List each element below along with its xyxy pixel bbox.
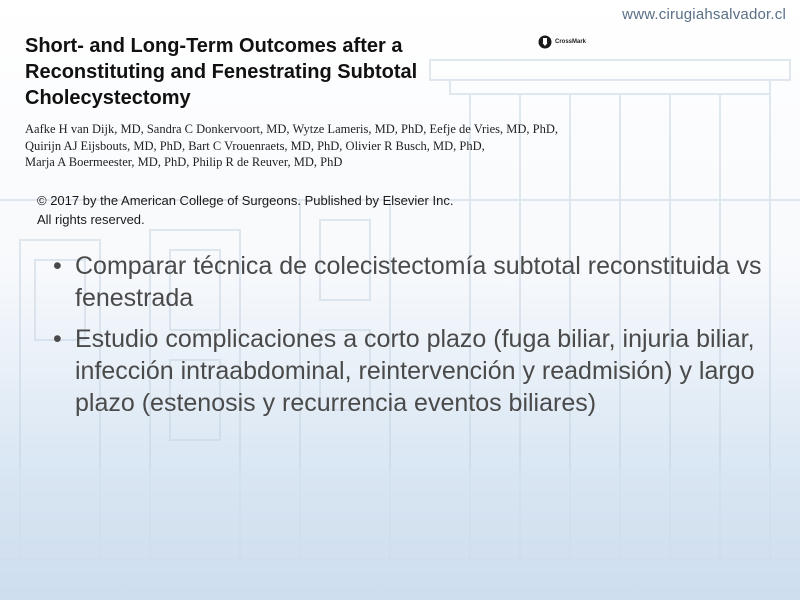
copyright-notice: [37, 191, 557, 229]
bullet-item: [50, 323, 765, 419]
paper-title-line: Cholecystectomy: [25, 87, 191, 109]
crossmark-icon: [538, 35, 552, 49]
copyright-line: All rights reserved.: [37, 212, 145, 227]
bullet-list: [50, 250, 765, 428]
paper-title-line: Short- and Long-Term Outcomes after a: [25, 35, 403, 57]
crossmark-label: CrossMark: [555, 39, 587, 45]
author-list: [25, 121, 625, 171]
bullet-text: Comparar técnica de colecistectomía subtotal reconstituida vs fenestrada: [75, 252, 762, 312]
author-line: Quirijn AJ Eijsbouts, MD, PhD, Bart C Vrouenraets, MD, PhD, Olivier R Busch, MD, PhD,: [25, 138, 485, 153]
paper-title-line: Reconstituting and Fenestrating Subtotal: [25, 61, 418, 83]
author-line: Marja A Boermeester, MD, PhD, Philip R de Reuver, MD, PhD: [25, 155, 343, 169]
bullet-text: Estudio complicaciones a corto plazo (fuga biliar, injuria biliar, infección intraabdominal, reintervención y readmisión) y largo plazo (estenosis y recurrencia eventos biliares): [75, 325, 755, 417]
site-url: www.cirugiahsalvador.cl: [622, 6, 786, 23]
bullet-marker: •: [53, 252, 62, 280]
copyright-line: © 2017 by the American College of Surgeons. Published by Elsevier Inc.: [37, 193, 454, 208]
paper-title: [25, 33, 525, 111]
author-line: Aafke H van Dijk, MD, Sandra C Donkervoort, MD, Wytze Lameris, MD, PhD, Eefje de Vries, MD, PhD,: [25, 122, 559, 136]
crossmark-badge: [538, 35, 586, 49]
bullet-item: [50, 250, 765, 314]
bullet-marker: •: [53, 325, 62, 353]
